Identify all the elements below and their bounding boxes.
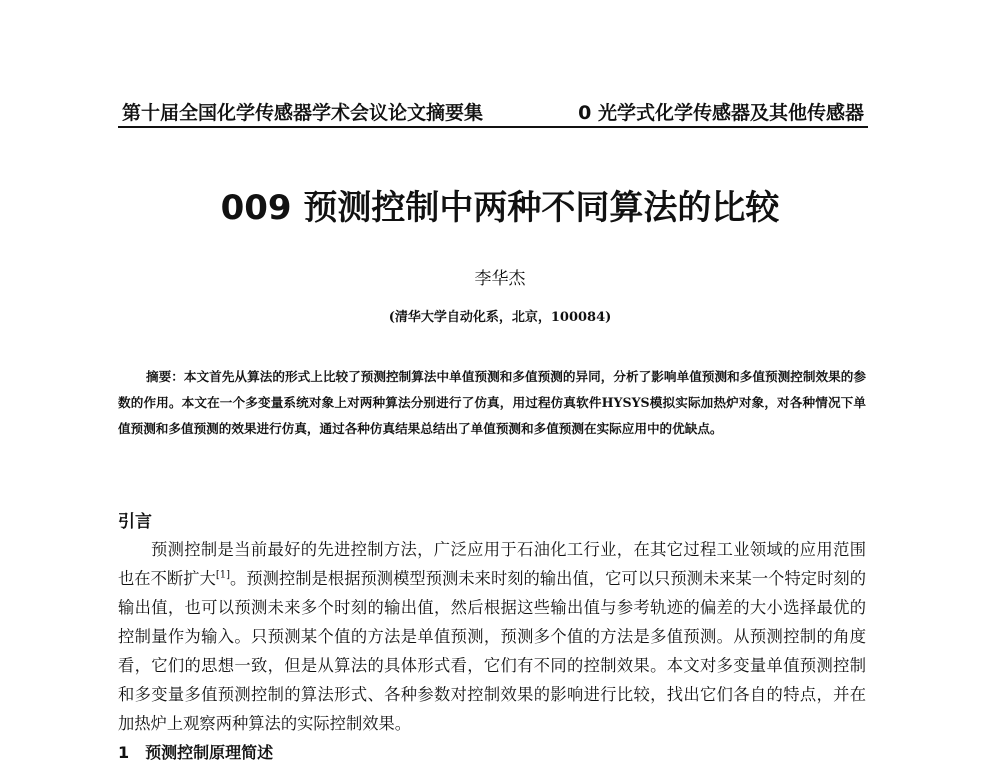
intro-text-part2: 。预测控制是根据预测模型预测未来时刻的输出值，它可以只预测未来某一个特定时刻的输出值，也可以预测未来多个时刻的输出值，然后根据这些输出值与参考轨迹的偏差的大小选择最优的控制量作为输入。只预测某个值的方法是单值预测，预测多个值的方法是多值预测。从预测控制的角度看，它们的思想一致，但是从算法的具体形式看，它们有不同的控制效果。本文对多变量单值预测控制和多变量多值预测控制的算法形式、各种参数对控制效果的影响进行比较，找出它们各自的特点，并在加热炉上观察两种算法的实际控制效果。 xyxy=(118,569,866,733)
abstract xyxy=(118,364,866,442)
abstract-text: 本文首先从算法的形式上比较了预测控制算法中单值预测和多值预测的异同，分析了影响单值预测和多值预测控制效果的参数的作用。本文在一个多变量系统对象上对两种算法分别进行了仿真，用过程仿真软件HYSYS模拟实际加热炉对象，对各种情况下单值预测和多值预测的效果进行仿真，通过各种仿真结果总结出了单值预测和多值预测在实际应用中的优缺点。 xyxy=(118,369,867,436)
author-affiliation: (清华大学自动化系，北京，100084) xyxy=(388,310,612,325)
author-name: 李华杰 xyxy=(474,269,526,289)
intro-paragraph xyxy=(118,535,866,738)
header-proceedings-title: 第十届全国化学传感器学术会议论文摘要集 xyxy=(122,102,484,124)
running-header xyxy=(118,92,868,128)
section1-heading: 1 预测控制原理简述 xyxy=(118,743,274,762)
header-section-title: 0 光学式化学传感器及其他传感器 xyxy=(578,102,864,124)
abstract-label: 摘要： xyxy=(146,369,184,384)
intro-heading: 引言 xyxy=(118,512,152,532)
citation-ref: [1] xyxy=(215,569,231,581)
paper-title: 009 预测控制中两种不同算法的比较 xyxy=(220,188,780,228)
intro-text-part1: 预测控制是当前最好的先进控制方法，广泛应用于石油化工行业，在其它过程工业领域的应用范围也在不断扩大 xyxy=(118,540,866,588)
